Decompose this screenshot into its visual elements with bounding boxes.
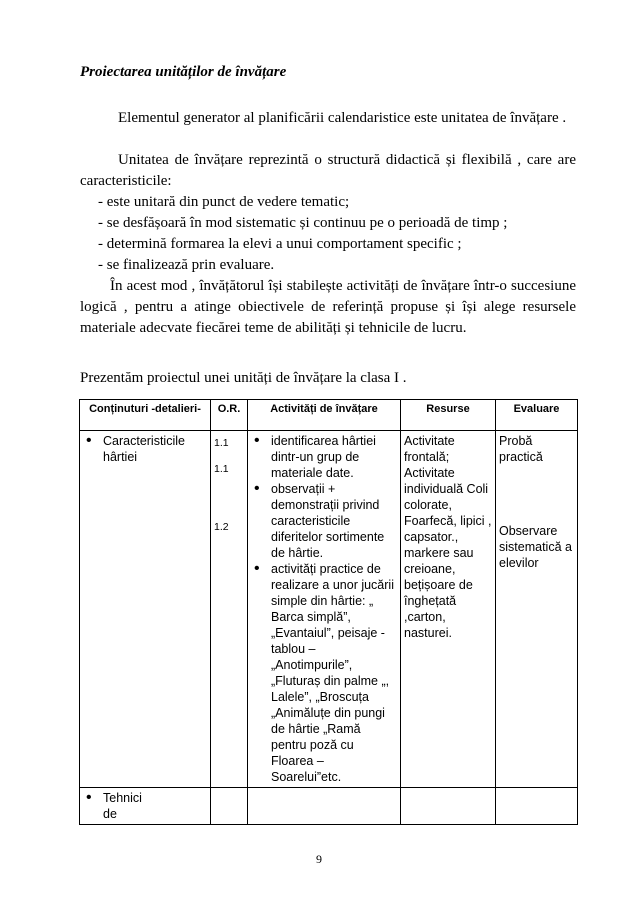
content-item: • Caracteristicile hârtiei — [83, 433, 207, 465]
cell-resources: Activitate frontală; Activitate individuală Coli colorate, Foarfecă, lipici , capsator., markere sau creioane, bețișoare de înghețată ,carton, nasturei. — [401, 431, 496, 788]
list-item: - se desfășoară în mod sistematic și continuu pe o perioadă de timp ; — [98, 215, 508, 231]
list-item: - se finalizează prin evaluare. — [98, 257, 275, 273]
list-item: - determină formarea la elevi a unui comportament specific ; — [98, 236, 462, 252]
header-content: Conținuturi -detalieri- — [80, 400, 211, 431]
evaluation-item: Observare sistematică a elevilor — [499, 524, 572, 570]
header-or: O.R. — [211, 400, 248, 431]
activity-item: • activități practice de realizare a unor jucării simple din hârtie: „ Barca simplă”, „Evantaiul”, peisaje - tablou – „Anotimpurile”, „Fluturaș din palme „, Lalele”, „Broscuța „Animăluțe din pungi de hârtie „Ramă pentru poză cu Floarea – Soarelui”etc. — [251, 561, 397, 785]
or-code: 1.2 — [214, 521, 229, 533]
cell-evaluation — [496, 788, 578, 825]
cell-activities — [248, 431, 401, 788]
header-resources: Resurse — [401, 400, 496, 431]
list-item: - este unitară din punct de vedere tematic; — [98, 194, 350, 210]
cell-or — [211, 788, 248, 825]
or-code: 1.1 — [214, 437, 229, 449]
paragraph-intro: Elementul generator al planificării calendaristice este unitatea de învățare . — [118, 110, 567, 126]
characteristics-list — [98, 192, 578, 276]
cell-activities — [248, 788, 401, 825]
header-evaluation: Evaluare — [496, 400, 578, 431]
table-row — [80, 788, 578, 825]
learning-unit-table — [79, 399, 578, 825]
header-activities: Activități de învățare — [248, 400, 401, 431]
table-row — [80, 431, 578, 788]
cell-evaluation — [496, 431, 578, 788]
activity-item: • observații + demonstrații privind caracteristicile diferitelor sortimente de hârtie. — [251, 481, 397, 561]
table-header-row — [80, 400, 578, 431]
cell-or — [211, 431, 248, 788]
cell-content — [80, 431, 211, 788]
paragraph-project-intro: Prezentăm proiectul unei unități de învățare la clasa I . — [80, 370, 407, 386]
or-code: 1.1 — [214, 463, 229, 475]
paragraph-teacher-role: În acest mod , învățătorul își stabilește activități de învățare într-o succesiune logică , pentru a atinge obiectivele de referință propuse și își alege resursele materiale adecvate fiecărei teme de abilități și tehnicile de lucru. — [80, 278, 576, 336]
section-title: Proiectarea unităților de învățare — [80, 64, 287, 80]
evaluation-item: Probă practică — [499, 434, 543, 464]
content-item: • Tehnici de — [83, 790, 207, 822]
page-number: 9 — [316, 852, 322, 866]
activity-item: • identificarea hârtiei dintr-un grup de materiale date. — [251, 433, 397, 481]
cell-resources — [401, 788, 496, 825]
cell-content — [80, 788, 211, 825]
paragraph-definition: Unitatea de învățare reprezintă o structură didactică și flexibilă , care are caracteristicile: — [80, 152, 576, 189]
